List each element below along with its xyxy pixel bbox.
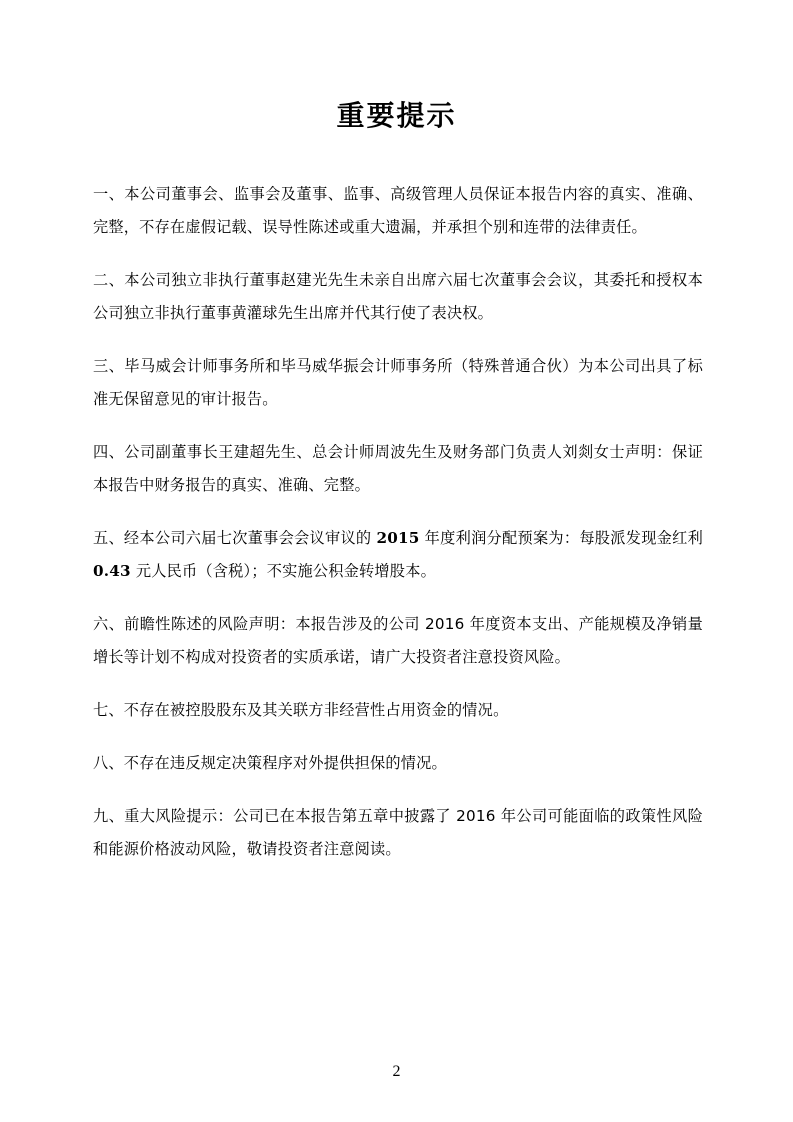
notice-item-9: 九、重大风险提示：公司已在本报告第五章中披露了 2016 年公司可能面临的政策性风险和能源价格波动风险，敬请投资者注意阅读。 — [93, 807, 703, 858]
notice-item-3: 三、毕马威会计师事务所和毕马威华振会计师事务所（特殊普通合伙）为本公司出具了标准无保留意见的审计报告。 — [93, 357, 703, 408]
page-number: 2 — [392, 1063, 401, 1080]
dividend-year: 2015 — [376, 529, 420, 547]
notice-list — [93, 178, 703, 886]
notice-item-5-text-c: 元人民币（含税）；不实施公积金转增股本。 — [130, 562, 436, 580]
notice-item-8: 八、不存在违反规定决策程序对外提供担保的情况。 — [93, 754, 447, 772]
notice-item-1: 一、本公司董事会、监事会及董事、监事、高级管理人员保证本报告内容的真实、准确、完整，不存在虚假记载、误导性陈述或重大遗漏，并承担个别和连带的法律责任。 — [93, 185, 703, 236]
notice-item-5 — [93, 522, 703, 588]
notice-item-4: 四、公司副董事长王建超先生、总会计师周波先生及财务部门负责人刘剡女士声明：保证本报告中财务报告的真实、准确、完整。 — [93, 443, 703, 494]
notice-item-7: 七、不存在被控股股东及其关联方非经营性占用资金的情况。 — [93, 701, 509, 719]
page-title: 重要提示 — [336, 99, 457, 132]
notice-item-6: 六、前瞻性陈述的风险声明：本报告涉及的公司 2016 年度资本支出、产能规模及净销量增长等计划不构成对投资者的实质承诺，请广大投资者注意投资风险。 — [93, 615, 703, 666]
dividend-amount: 0.43 — [93, 562, 131, 580]
notice-item-2: 二、本公司独立非执行董事赵建光先生未亲自出席六届七次董事会会议，其委托和授权本公司独立非执行董事黄灌球先生出席并代其行使了表决权。 — [93, 271, 703, 322]
notice-item-5-text-b: 年度利润分配预案为：每股派发现金红利 — [419, 529, 703, 547]
notice-item-5-text-a: 五、经本公司六届七次董事会会议审议的 — [93, 529, 377, 547]
